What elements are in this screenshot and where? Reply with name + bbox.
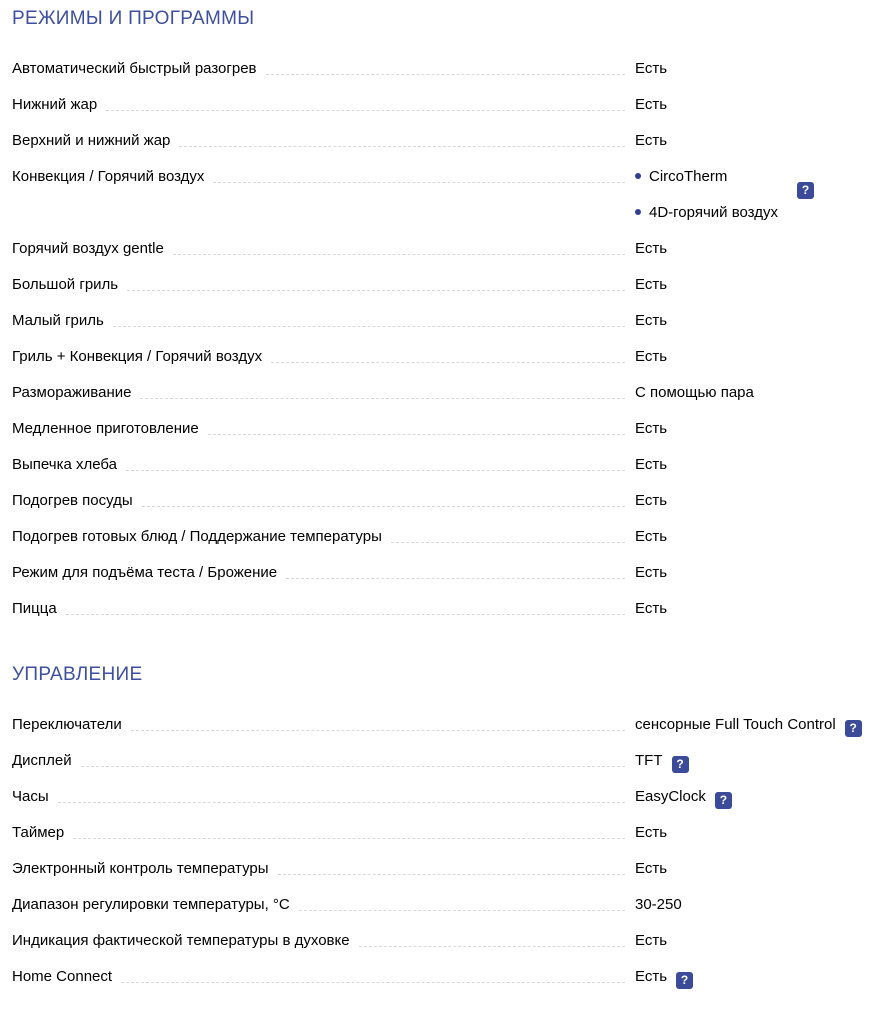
spec-value: [635, 967, 888, 989]
spec-row-dish-warming: [12, 491, 888, 527]
spec-value: Есть: [635, 492, 668, 509]
spec-label: Таймер: [12, 824, 65, 841]
spec-label: Выпечка хлеба: [12, 456, 117, 473]
spec-value: Есть: [635, 132, 668, 149]
spec-label: Индикация фактической температуры в духовке: [12, 932, 350, 949]
leader-line: [278, 859, 625, 875]
spec-value: [635, 787, 888, 809]
spec-row-timer: [12, 823, 888, 859]
leader-line: [359, 931, 625, 947]
spec-value: Есть: [635, 860, 668, 877]
leader-line: [286, 563, 625, 579]
spec-label: Нижний жар: [12, 96, 98, 113]
spec-value-text: TFT: [635, 752, 663, 769]
section-control: [12, 664, 888, 1003]
leader-line: [106, 95, 625, 111]
spec-label: Электронный контроль температуры: [12, 860, 269, 877]
spec-value-text: сенсорные Full Touch Control: [635, 716, 836, 733]
spec-row-display: [12, 751, 888, 787]
spec-label: Подогрев готовых блюд / Поддержание температуры: [12, 528, 382, 545]
spec-row-dough-proving: [12, 563, 888, 599]
leader-line: [266, 59, 625, 75]
bullet-item: [635, 167, 882, 203]
spec-row-bottom-heat: [12, 95, 888, 131]
spec-label: Малый гриль: [12, 312, 104, 329]
section-title: РЕЖИМЫ И ПРОГРАММЫ: [12, 8, 255, 29]
leader-line: [58, 787, 625, 803]
help-icon[interactable]: ?: [715, 792, 732, 809]
spec-row-slow-cooking: [12, 419, 888, 455]
spec-row-top-bottom-heat: [12, 131, 888, 167]
spec-row-convection: [12, 167, 888, 239]
spec-row-small-grill: [12, 311, 888, 347]
spec-row-defrost: [12, 383, 888, 419]
spec-value: Есть: [635, 60, 668, 77]
spec-label: Конвекция / Горячий воздух: [12, 168, 205, 185]
spec-row-electronic-temp-control: [12, 859, 888, 895]
spec-value-text: Есть: [635, 968, 668, 985]
spec-value: Есть: [635, 240, 668, 257]
leader-line: [113, 311, 625, 327]
spec-value: 30-250: [635, 896, 682, 913]
leader-line: [299, 895, 625, 911]
spec-value: Есть: [635, 564, 668, 581]
leader-line: [213, 167, 625, 183]
spec-row-keep-warm: [12, 527, 888, 563]
help-icon[interactable]: ?: [797, 182, 814, 199]
spec-row-bread-baking: [12, 455, 888, 491]
spec-label: Гриль + Конвекция / Горячий воздух: [12, 348, 263, 365]
spec-label: Режим для подъёма теста / Брожение: [12, 564, 278, 581]
leader-line: [81, 751, 625, 767]
bullet-icon: [635, 209, 641, 215]
leader-line: [391, 527, 625, 543]
spec-row-home-connect: [12, 967, 888, 1003]
bullet-item: [635, 203, 882, 239]
bullet-item-label: 4D-горячий воздух: [649, 204, 778, 221]
spec-value: Есть: [635, 456, 668, 473]
spec-label: Медленное приготовление: [12, 420, 199, 437]
spec-value: С помощью пара: [635, 384, 754, 401]
help-icon[interactable]: ?: [845, 720, 862, 737]
spec-label: Home Connect: [12, 968, 113, 985]
spec-row-large-grill: [12, 275, 888, 311]
help-icon[interactable]: ?: [672, 756, 689, 773]
leader-line: [173, 239, 625, 255]
spec-label: Переключатели: [12, 716, 122, 733]
bullet-item-label: CircoTherm: [649, 168, 728, 185]
leader-line: [179, 131, 625, 147]
spec-label: Горячий воздух gentle: [12, 240, 164, 257]
spec-value: Есть: [635, 528, 668, 545]
spec-row-pizza: [12, 599, 888, 635]
spec-value: Есть: [635, 276, 668, 293]
leader-line: [73, 823, 625, 839]
spec-label: Дисплей: [12, 752, 72, 769]
spec-row-switches: [12, 715, 888, 751]
section-title: УПРАВЛЕНИЕ: [12, 664, 143, 685]
leader-line: [142, 491, 625, 507]
spec-value: Есть: [635, 420, 668, 437]
spec-value: [635, 167, 888, 239]
spec-value: [635, 715, 888, 737]
spec-value: [635, 751, 888, 773]
help-icon[interactable]: ?: [676, 972, 693, 989]
bullet-icon: [635, 173, 641, 179]
spec-label: Большой гриль: [12, 276, 119, 293]
spec-label: Подогрев посуды: [12, 492, 133, 509]
leader-line: [208, 419, 625, 435]
spec-value: Есть: [635, 600, 668, 617]
spec-row-clock: [12, 787, 888, 823]
spec-row-auto-fast-preheat: [12, 59, 888, 95]
spec-label: Автоматический быстрый разогрев: [12, 60, 257, 77]
leader-line: [271, 347, 625, 363]
leader-line: [66, 599, 625, 615]
spec-label: Размораживание: [12, 384, 132, 401]
spec-value-text: EasyClock: [635, 788, 706, 805]
leader-line: [140, 383, 625, 399]
spec-row-hot-air-gentle: [12, 239, 888, 275]
leader-line: [126, 455, 625, 471]
spec-label: Верхний и нижний жар: [12, 132, 171, 149]
spec-label: Диапазон регулировки температуры, °С: [12, 896, 290, 913]
spec-row-temp-range: [12, 895, 888, 931]
spec-row-grill-convection: [12, 347, 888, 383]
spec-value: Есть: [635, 348, 668, 365]
spec-value: Есть: [635, 96, 668, 113]
spec-value: Есть: [635, 932, 668, 949]
leader-line: [131, 715, 625, 731]
spec-label: Часы: [12, 788, 49, 805]
spec-value: Есть: [635, 312, 668, 329]
spec-label: Пицца: [12, 600, 57, 617]
spec-value: Есть: [635, 824, 668, 841]
leader-line: [121, 967, 625, 983]
section-modes-programs: [12, 8, 888, 635]
spec-row-actual-temp-indication: [12, 931, 888, 967]
leader-line: [127, 275, 625, 291]
